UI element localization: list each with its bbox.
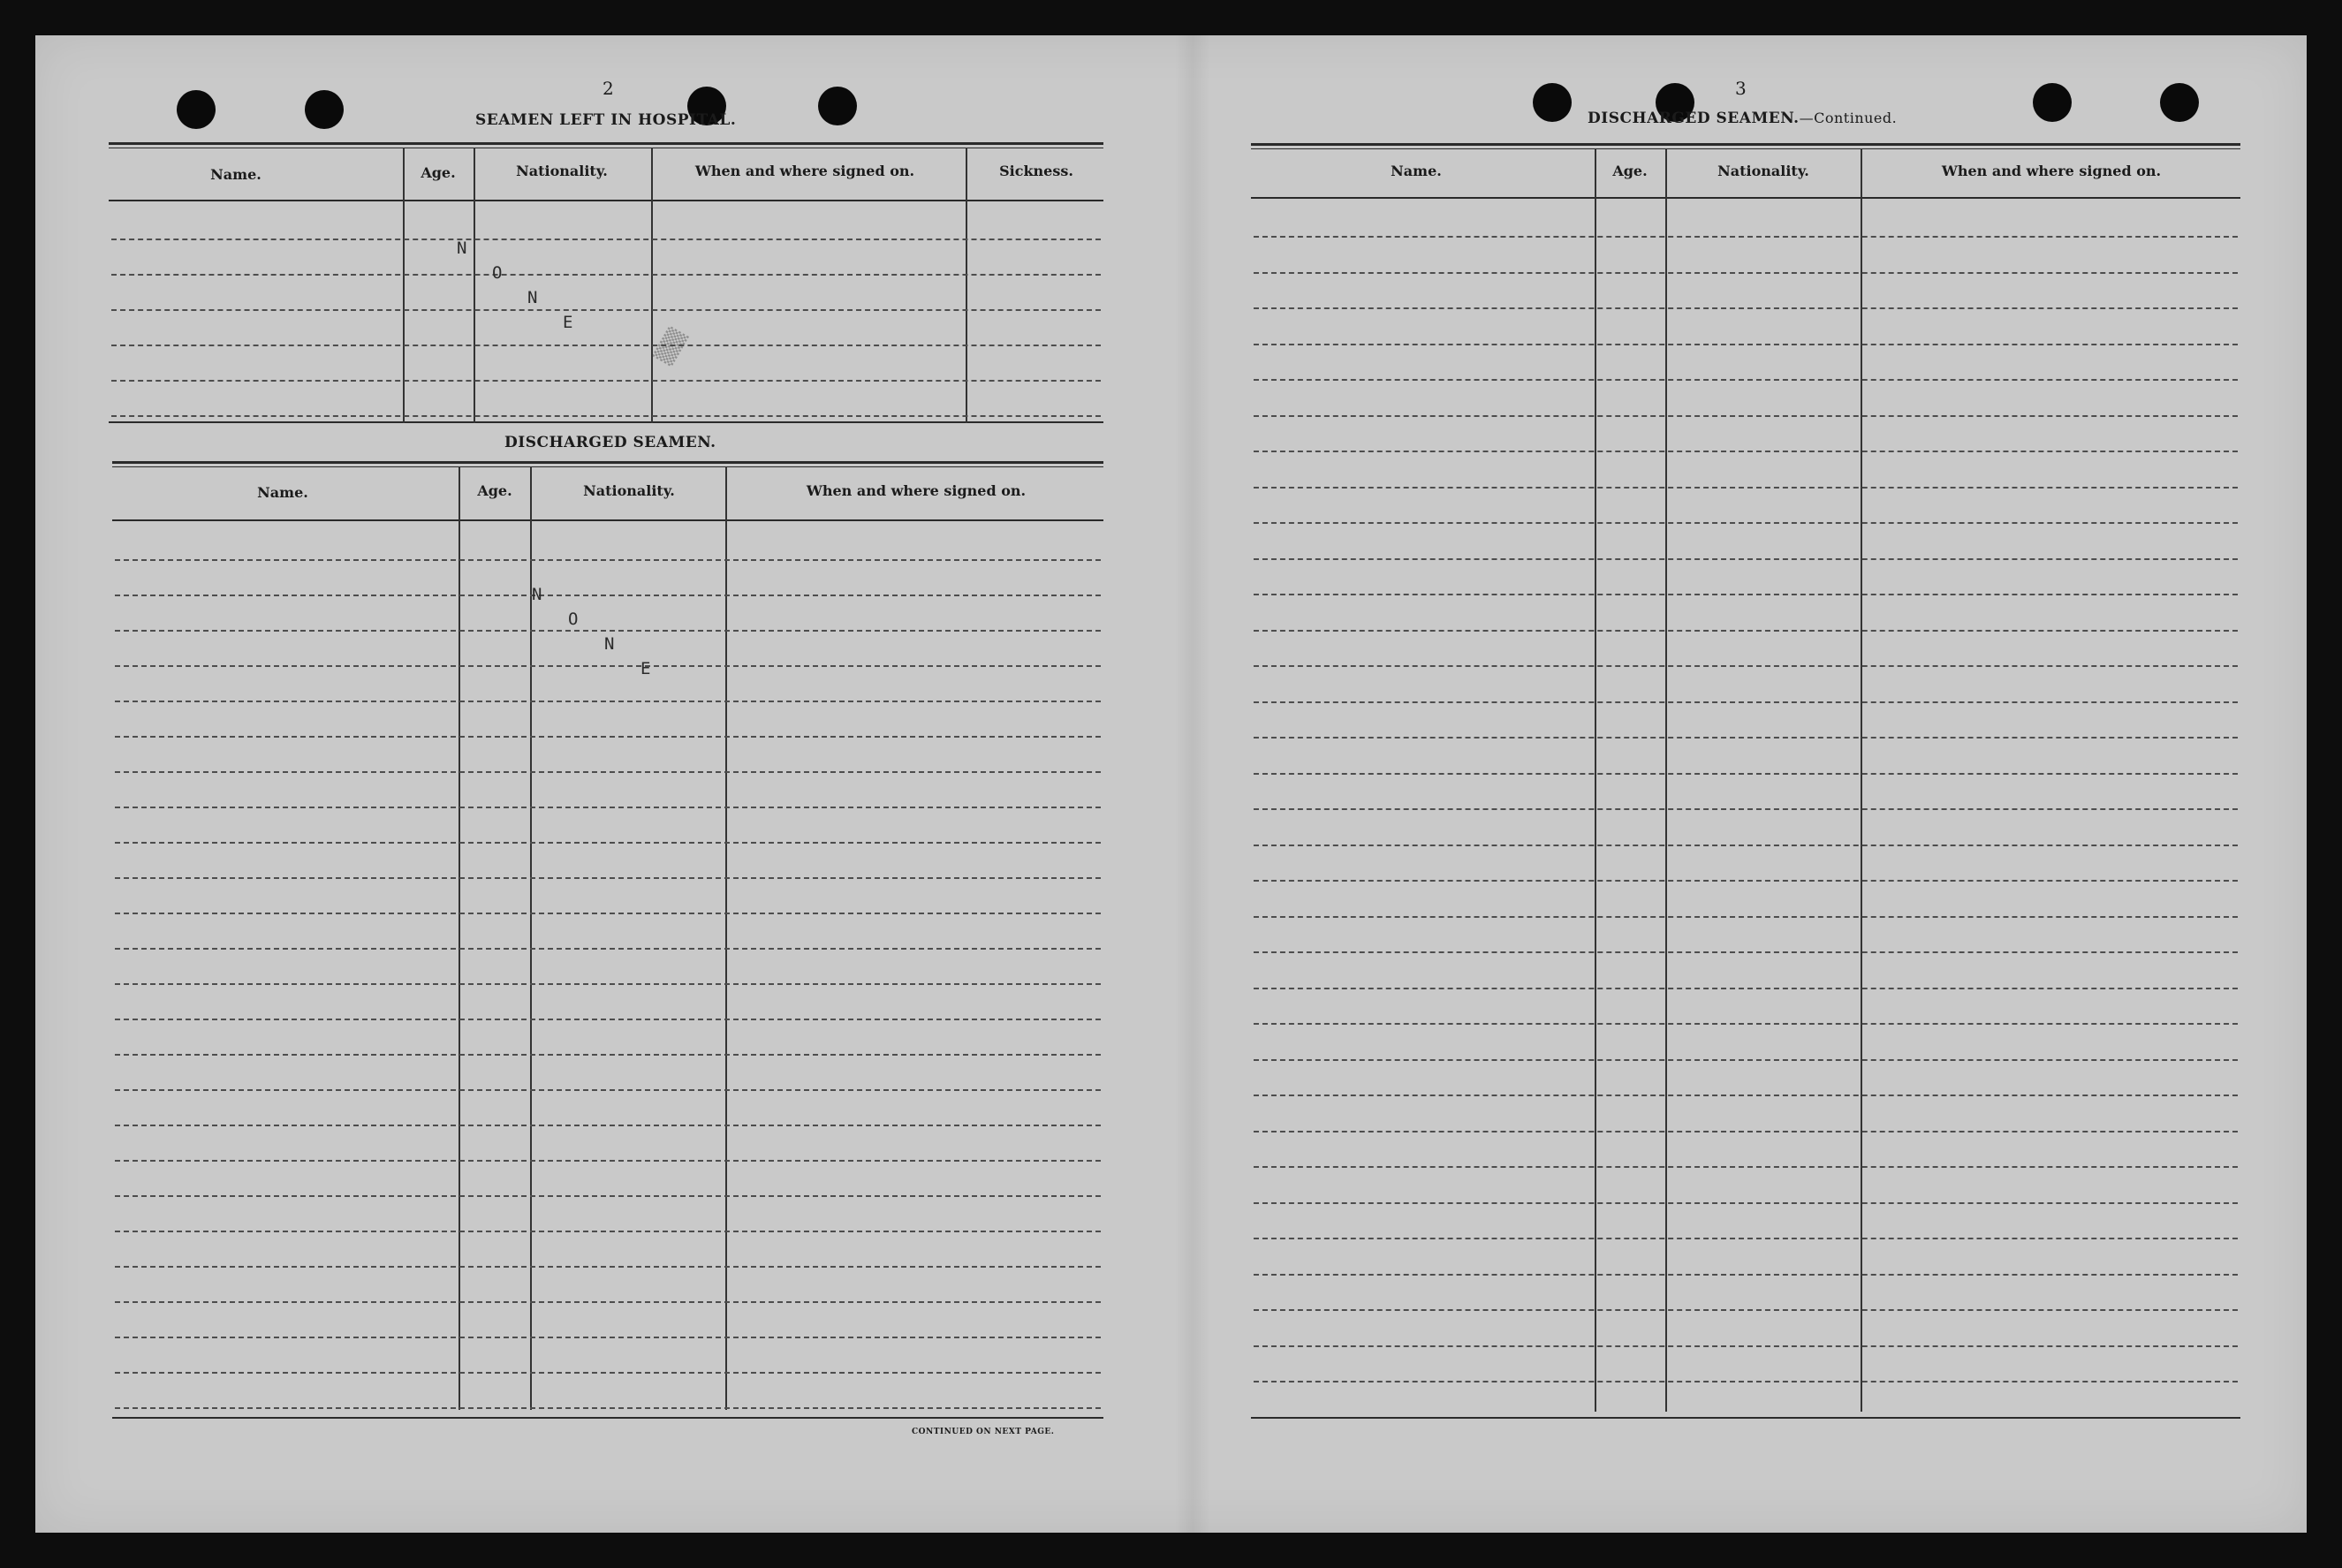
column-header-age: Age. [421, 164, 456, 181]
punch-hole [1533, 83, 1572, 122]
ruled-line [1254, 558, 2238, 560]
ruled-line [115, 983, 1101, 985]
punch-hole [177, 90, 216, 129]
ruled-line [115, 1054, 1101, 1056]
header-bottom-rule [112, 519, 1103, 521]
column-divider [530, 466, 532, 1410]
column-divider [966, 148, 967, 423]
column-divider [725, 466, 727, 1410]
stamp-letter: N [457, 239, 467, 258]
stamp-letter: E [563, 313, 573, 332]
ruled-line [1254, 988, 2238, 989]
ruled-line [115, 842, 1101, 844]
ruled-line [1254, 236, 2238, 238]
ruled-line [1254, 916, 2238, 918]
ruled-line [115, 807, 1101, 808]
document-sheet [35, 35, 2307, 1533]
page-number: 2 [603, 78, 614, 99]
column-divider [1861, 148, 1862, 1412]
column-header-signed-on: When and where signed on. [806, 482, 1027, 499]
table-top-rule [112, 466, 1103, 467]
ruled-line [1254, 1166, 2238, 1168]
ruled-line [1254, 1059, 2238, 1061]
ruled-line [111, 274, 1101, 276]
ruled-line [1254, 487, 2238, 489]
column-header-name: Name. [257, 484, 308, 501]
center-fold [1175, 35, 1210, 1533]
column-divider [459, 466, 460, 1410]
discharged-continued-title [1588, 110, 1897, 127]
column-header-signed-on: When and where signed on. [694, 163, 915, 179]
ruled-line [115, 1160, 1101, 1162]
column-divider [651, 148, 653, 423]
continued-footer: CONTINUED ON NEXT PAGE. [912, 1428, 1055, 1436]
ruled-line [115, 1195, 1101, 1197]
stamp-letter: O [568, 610, 579, 629]
punch-hole [2160, 83, 2199, 122]
ruled-line [1254, 1274, 2238, 1276]
ruled-line [1254, 451, 2238, 452]
column-divider [1595, 148, 1596, 1412]
table-bottom-rule [1251, 1417, 2240, 1419]
ruled-line [1254, 1309, 2238, 1311]
ruled-line [115, 771, 1101, 773]
column-header-age: Age. [477, 482, 512, 499]
ruled-line [1254, 880, 2238, 882]
ruled-line [1254, 737, 2238, 739]
hospital-section-title: SEAMEN LEFT IN HOSPITAL. [475, 111, 737, 129]
ruled-line [1254, 1238, 2238, 1239]
ruled-line [1254, 1345, 2238, 1347]
ruled-line [115, 1337, 1101, 1338]
ruled-line [1254, 951, 2238, 953]
ruled-line [1254, 272, 2238, 274]
ruled-line [111, 415, 1101, 417]
stamp-letter: N [532, 585, 542, 604]
table-bottom-rule [112, 1417, 1103, 1419]
ruled-line [1254, 522, 2238, 524]
page-number: 3 [1735, 78, 1747, 99]
ruled-line [115, 1125, 1101, 1126]
column-header-nationality: Nationality. [516, 163, 608, 179]
ruled-line [115, 913, 1101, 914]
ruled-line [1254, 665, 2238, 667]
punch-hole [818, 87, 857, 125]
ruled-line [115, 630, 1101, 632]
ruled-line [115, 1019, 1101, 1020]
ruled-line [1254, 1131, 2238, 1132]
title-text: DISCHARGED SEAMEN. [1588, 110, 1800, 127]
column-header-nationality: Nationality. [1717, 163, 1809, 179]
ruled-line [115, 736, 1101, 738]
ruled-line [115, 1266, 1101, 1268]
column-divider [1665, 148, 1667, 1412]
table-top-rule [1251, 143, 2240, 146]
ruled-line [1254, 1023, 2238, 1025]
ruled-line [1254, 1202, 2238, 1204]
header-bottom-rule [1251, 197, 2240, 199]
column-divider [403, 148, 405, 423]
header-bottom-rule [109, 200, 1103, 201]
title-suffix: —Continued. [1799, 110, 1898, 126]
ruled-line [115, 1407, 1101, 1409]
ruled-line [115, 1372, 1101, 1374]
column-divider [474, 148, 475, 423]
stamp-letter: N [527, 288, 538, 307]
ruled-line [1254, 845, 2238, 846]
ruled-line [115, 877, 1101, 879]
stamp-letter: E [640, 659, 651, 678]
ruled-line [115, 701, 1101, 702]
column-header-signed-on: When and where signed on. [1941, 163, 2162, 179]
ruled-line [1254, 379, 2238, 381]
ruled-line [1254, 630, 2238, 632]
table-top-rule [109, 142, 1103, 145]
table-top-rule [1251, 148, 2240, 149]
ruled-line [1254, 1095, 2238, 1096]
ruled-line [1254, 808, 2238, 810]
table-bottom-rule [109, 421, 1103, 423]
ruled-line [115, 1301, 1101, 1303]
ruled-line [1254, 594, 2238, 595]
ruled-line [1254, 344, 2238, 345]
discharged-section-title: DISCHARGED SEAMEN. [504, 434, 716, 451]
ruled-line [1254, 773, 2238, 775]
ruled-line [115, 1089, 1101, 1091]
ruled-line [111, 380, 1101, 382]
ruled-line [1254, 307, 2238, 309]
ruled-line [115, 665, 1101, 667]
ruled-line [111, 345, 1101, 346]
column-header-name: Name. [210, 166, 261, 183]
stamp-letter: N [604, 634, 615, 654]
stamp-letter: O [492, 263, 503, 283]
column-header-age: Age. [1612, 163, 1648, 179]
column-header-nationality: Nationality. [583, 482, 675, 499]
ruled-line [115, 595, 1101, 596]
ruled-line [111, 309, 1101, 311]
ruled-line [111, 239, 1101, 240]
bleed-through-mark: ▒▒▒ [653, 326, 690, 367]
ruled-line [1254, 1381, 2238, 1382]
column-header-sickness: Sickness. [999, 163, 1073, 179]
punch-hole [305, 90, 344, 129]
ruled-line [1254, 415, 2238, 417]
ruled-line [115, 559, 1101, 561]
ruled-line [115, 1231, 1101, 1232]
ruled-line [115, 948, 1101, 950]
punch-hole [2033, 83, 2072, 122]
table-top-rule [112, 461, 1103, 464]
ruled-line [1254, 701, 2238, 703]
column-header-name: Name. [1391, 163, 1442, 179]
